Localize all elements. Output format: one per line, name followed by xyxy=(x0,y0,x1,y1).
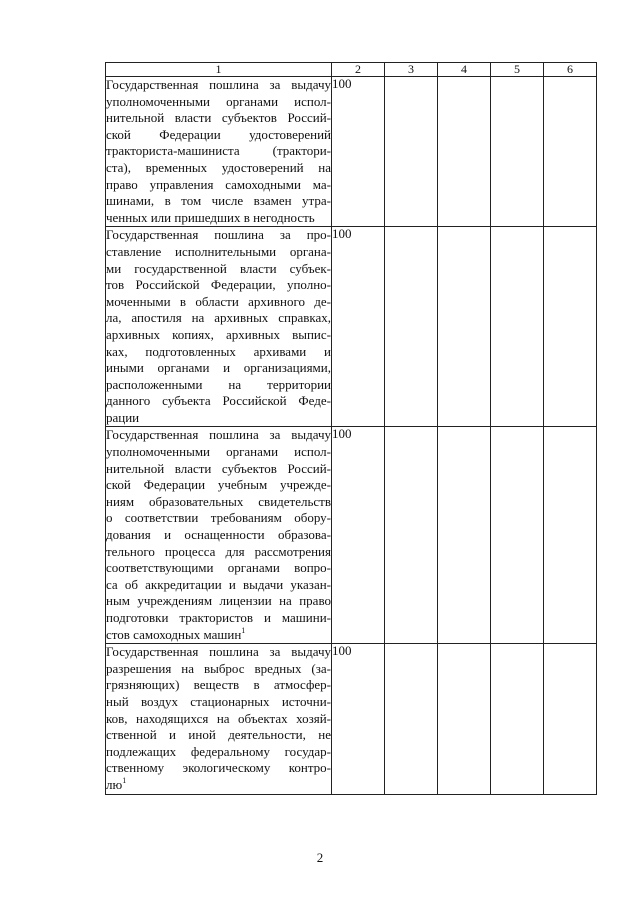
description-line: уполномоченными органами испол- xyxy=(106,444,331,460)
empty-cell xyxy=(438,644,491,794)
footnote-marker: 1 xyxy=(122,775,127,785)
description-line: Государственная пошлина за выдачу xyxy=(106,644,331,660)
empty-cell xyxy=(385,227,438,427)
empty-cell xyxy=(491,77,544,227)
column-header: 5 xyxy=(491,63,544,77)
description-line: расположенными на территории xyxy=(106,376,331,392)
empty-cell xyxy=(544,427,597,644)
description-line: грязняющих) веществ в атмосфер- xyxy=(106,677,331,693)
fee-description xyxy=(106,227,332,427)
description-line: ков, находящихся на объектах хозяй- xyxy=(106,710,331,726)
description-line: Государственная пошлина за выдачу xyxy=(106,427,331,443)
description-line: разрешения на выброс вредных (за- xyxy=(106,660,331,676)
description-line: ках, подготовленных архивами и xyxy=(106,343,331,359)
description-line: ста), временных удостоверений на xyxy=(106,159,331,175)
column-header: 2 xyxy=(332,63,385,77)
description-line: дования и оснащенности образова- xyxy=(106,527,331,543)
fee-amount: 100 xyxy=(332,427,385,644)
empty-cell xyxy=(438,427,491,644)
description-line: о соответствии требованиям обору- xyxy=(106,510,331,526)
description-line: тов Российской Федерации, уполно- xyxy=(106,277,331,293)
description-line: Государственная пошлина за выдачу xyxy=(106,77,331,92)
column-header: 6 xyxy=(544,63,597,77)
description-line: иными органами и организациями, xyxy=(106,360,331,376)
page-number: 2 xyxy=(316,850,324,865)
table-row xyxy=(106,227,597,427)
description-line: тельного процесса для рассмотрения xyxy=(106,543,331,559)
description-line: соответствующими органами вопро- xyxy=(106,560,331,576)
description-line: ской Федерации учебным учрежде- xyxy=(106,477,331,493)
empty-cell xyxy=(385,644,438,794)
description-line: право управления самоходными ма- xyxy=(106,176,331,192)
empty-cell xyxy=(385,77,438,227)
description-line: рации xyxy=(106,409,140,425)
empty-cell xyxy=(491,427,544,644)
column-header: 4 xyxy=(438,63,491,77)
empty-cell xyxy=(544,227,597,427)
table-row xyxy=(106,427,597,644)
fee-description xyxy=(106,427,332,644)
fee-amount: 100 xyxy=(332,227,385,427)
table-row xyxy=(106,77,597,227)
fee-table xyxy=(105,62,597,795)
description-line: ской Федерации удостоверений xyxy=(106,126,331,142)
empty-cell xyxy=(544,77,597,227)
empty-cell xyxy=(544,644,597,794)
footnote-marker: 1 xyxy=(241,625,246,635)
description-line: данного субъекта Российской Феде- xyxy=(106,393,331,409)
description-line: ми государственной власти субъек- xyxy=(106,260,331,276)
empty-cell xyxy=(385,427,438,644)
description-line: $лю^1$ xyxy=(106,775,127,792)
description-line: са об аккредитации и выдачи указан- xyxy=(106,576,331,592)
description-line: ственной и иной деятельности, не xyxy=(106,727,331,743)
description-line: ставление исполнительными органа- xyxy=(106,243,331,259)
column-header: 1 xyxy=(106,63,332,77)
fee-amount: 100 xyxy=(332,644,385,794)
description-line: ственному экологическому контро- xyxy=(106,760,331,776)
empty-cell xyxy=(491,227,544,427)
table-header-row xyxy=(106,63,597,77)
empty-cell xyxy=(491,644,544,794)
table-row xyxy=(106,644,597,794)
description-line: тракториста-машиниста (трактори- xyxy=(106,143,331,159)
description-line: моченными в области архивного де- xyxy=(106,293,331,309)
empty-cell xyxy=(438,77,491,227)
description-line: архивных копиях, архивных выпис- xyxy=(106,326,331,342)
description-line: ный воздух стационарных источни- xyxy=(106,693,331,709)
description-line: нительной власти субъектов Россий- xyxy=(106,110,331,126)
fee-amount: 100 xyxy=(332,77,385,227)
description-line: подготовки трактористов и машини- xyxy=(106,610,331,625)
description-line: нительной власти субъектов Россий- xyxy=(106,460,331,476)
column-header: 3 xyxy=(385,63,438,77)
description-line: шинами, в том числе взамен утра- xyxy=(106,193,331,209)
description-line: уполномоченными органами испол- xyxy=(106,93,331,109)
description-line: стов самоходных машин$^1$ xyxy=(106,625,246,642)
fee-description xyxy=(106,644,332,794)
empty-cell xyxy=(438,227,491,427)
description-line: подлежащих федеральному государ- xyxy=(106,743,331,759)
description-line: ным учреждениям лицензии на право xyxy=(106,593,331,609)
description-line: Государственная пошлина за про- xyxy=(106,227,331,243)
description-line: ченных или пришедших в негодность xyxy=(106,209,315,225)
description-line: ниям образовательных свидетельств xyxy=(106,493,331,509)
fee-description xyxy=(106,77,332,227)
description-line: ла, апостиля на архивных справках, xyxy=(106,310,331,326)
